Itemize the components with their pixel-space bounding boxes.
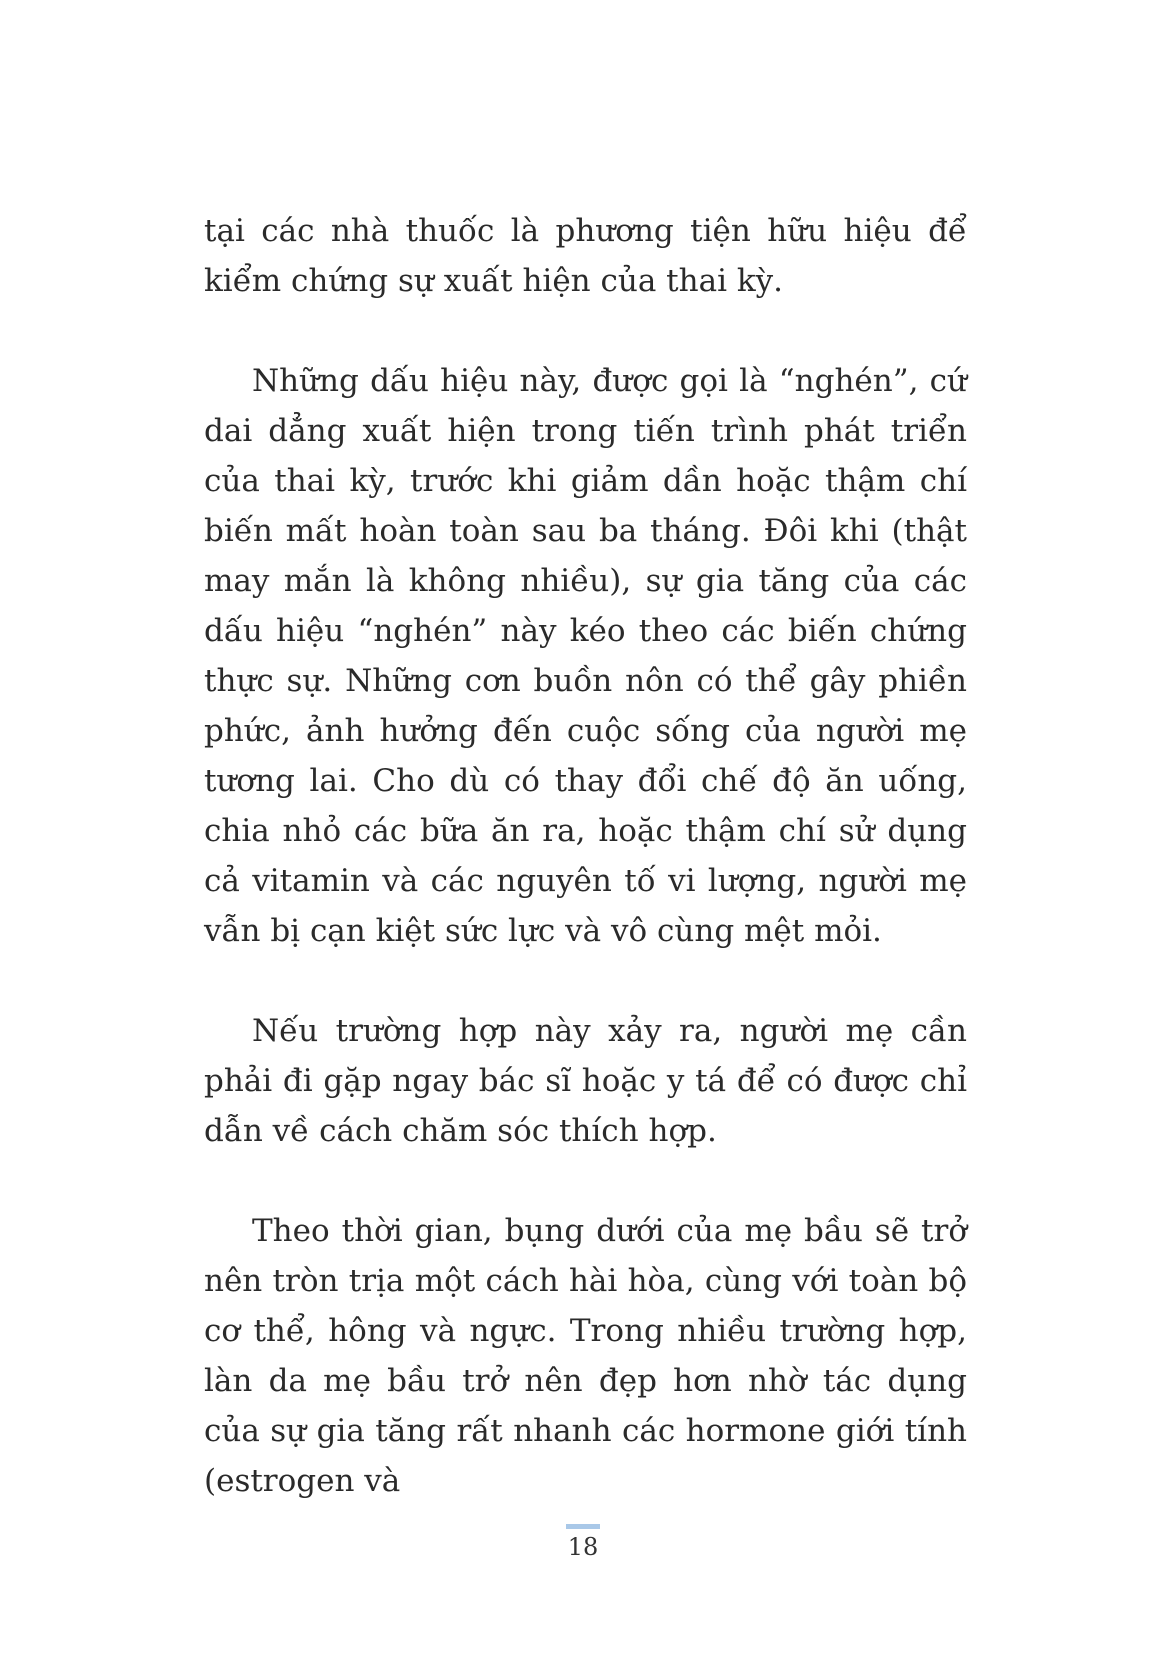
paragraph-see-doctor: Nếu trường hợp này xảy ra, người mẹ cần phải đi gặp ngay bác sĩ hoặc y tá để có được chỉ dẫn về cách chăm sóc thích hợp. (204, 1013, 967, 1149)
paragraph-body-changes: Theo thời gian, bụng dưới của mẹ bầu sẽ trở nên tròn trịa một cách hài hòa, cùng với toàn bộ cơ thể, hông và ngực. Trong nhiều trường hợp, làn da mẹ bầu trở nên đẹp hơn nhờ tác dụng của sự gia tăng rất nhanh các hormone giới tính (estrogen và (204, 1213, 967, 1499)
paragraph-continued: tại các nhà thuốc là phương tiện hữu hiệu để kiểm chứng sự xuất hiện của thai kỳ. (204, 213, 967, 299)
paragraph-morning-sickness: Những dấu hiệu này, được gọi là “nghén”, cứ dai dẳng xuất hiện trong tiến trình phát triển của thai kỳ, trước khi giảm dần hoặc thậm chí biến mất hoàn toàn sau ba tháng. Đôi khi (thật may mắn là không nhiều), sự gia tăng của các dấu hiệu “nghén” này kéo theo các biến chứng thực sự. Những cơn buồn nôn có thể gây phiền phức, ảnh hưởng đến cuộc sống của người mẹ tương lai. Cho dù có thay đổi chế độ ăn uống, chia nhỏ các bữa ăn ra, hoặc thậm chí sử dụng cả vitamin và các nguyên tố vi lượng, người mẹ vẫn bị cạn kiệt sức lực và vô cùng mệt mỏi. (204, 363, 967, 949)
page-footer (0, 1524, 1166, 1561)
body-text (204, 206, 967, 1506)
page-number-accent-bar (566, 1524, 600, 1529)
page-number: 18 (567, 1533, 599, 1561)
